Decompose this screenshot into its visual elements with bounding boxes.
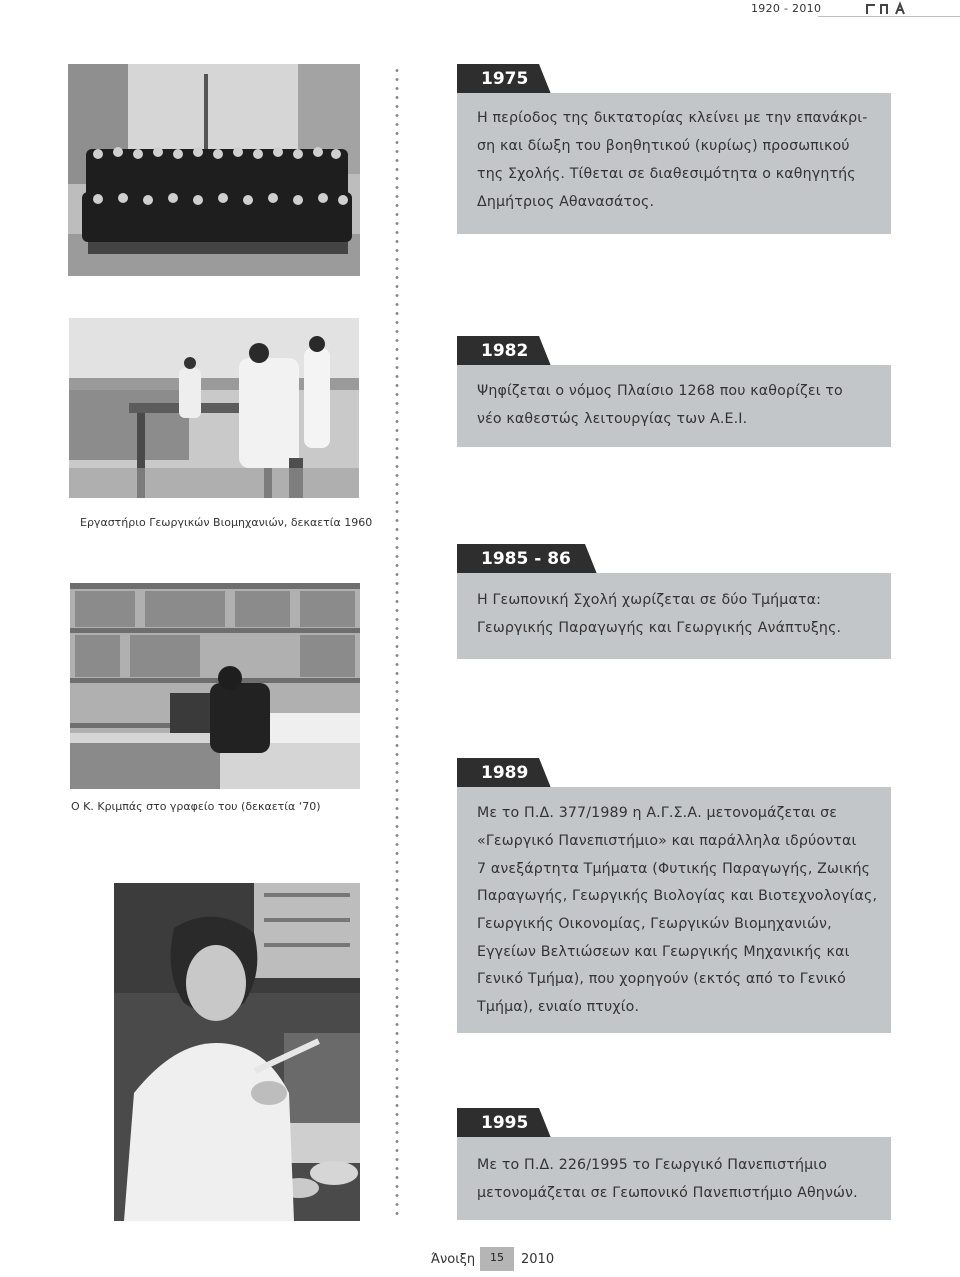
entry-line: Με το Π.Δ. 377/1989 η Α.Γ.Σ.Α. μετονομάζεται σε [477,805,838,821]
entry-box-1995 [457,1137,891,1220]
entry-line: Γενικό Τμήμα), που χορηγούν (εκτός από το Γενικό [477,971,846,987]
footer-magazine: Άνοιξη [431,1252,476,1267]
caption-lab-1960: Εργαστήριο Γεωργικών Βιομηχανιών, δεκαετία 1960 [80,516,373,529]
photo-student-group [68,64,360,276]
timeline-dotted-line [395,66,399,1221]
entry-line: Η περίοδος της δικτατορίας κλείνει με την επανάκρι- [477,110,868,126]
entry-line: Ψηφίζεται ο νόμος Πλαίσιο 1268 που καθορίζει το [477,383,843,399]
entry-line: νέο καθεστώς λειτουργίας των Α.Ε.Ι. [477,411,748,427]
footer-year: 2010 [521,1252,555,1267]
entry-line: Παραγωγής, Γεωργικής Βιολογίας και Βιοτεχνολογίας, [477,888,878,904]
header-rule [818,16,960,17]
page-footer [0,1247,960,1273]
entry-line: μετονομάζεται σε Γεωπονικό Πανεπιστήμιο Αθηνών. [477,1185,858,1201]
year-tab-1989: 1989 [457,758,539,788]
header-years: 1920 - 2010 [751,2,822,15]
entry-line: ση και δίωξη του βοηθητικού (κυρίως) προσωπικού [477,138,850,154]
year-tab-1985-86: 1985 - 86 [457,544,585,574]
entry-box-1985-86 [457,573,891,659]
photo-woman-lab [114,883,360,1221]
entry-line: Με το Π.Δ. 226/1995 το Γεωργικό Πανεπιστήμιο [477,1157,828,1173]
page-header [0,0,960,18]
university-logo [866,1,908,15]
year-tab-1982: 1982 [457,336,539,366]
entry-line: «Γεωργικό Πανεπιστήμιο» και παράλληλα ιδρύονται [477,833,857,849]
entry-line: Γεωργικής Παραγωγής και Γεωργικής Ανάπτυξης. [477,620,842,636]
entry-line: Τμήμα), ενιαίο πτυχίο. [477,999,640,1015]
entry-box-1982 [457,365,891,447]
entry-line: Δημήτριος Αθανασάτος. [477,194,655,210]
entry-line: Η Γεωπονική Σχολή χωρίζεται σε δύο Τμήματα: [477,592,822,608]
entry-box-1989 [457,787,891,1033]
entry-line: 7 ανεξάρτητα Τμήματα (Φυτικής Παραγωγής, Ζωικής [477,861,871,877]
entry-line: Εγγείων Βελτιώσεων και Γεωργικής Μηχανικής και [477,944,850,960]
caption-office-70s: Ο Κ. Κριμπάς στο γραφείο του (δεκαετία ‘70) [71,800,321,813]
year-tab-1975: 1975 [457,64,539,94]
entry-box-1975 [457,93,891,234]
entry-line: Γεωργικής Οικονομίας, Γεωργικών Βιομηχανιών, [477,916,832,932]
entry-line: της Σχολής. Τίθεται σε διαθεσιμότητα ο καθηγητής [477,166,856,182]
photo-lab-1960 [69,318,359,498]
photo-office-70s [70,583,360,789]
page-number: 15 [490,1251,504,1264]
logo-icon [866,1,908,15]
year-tab-1995: 1995 [457,1108,539,1138]
